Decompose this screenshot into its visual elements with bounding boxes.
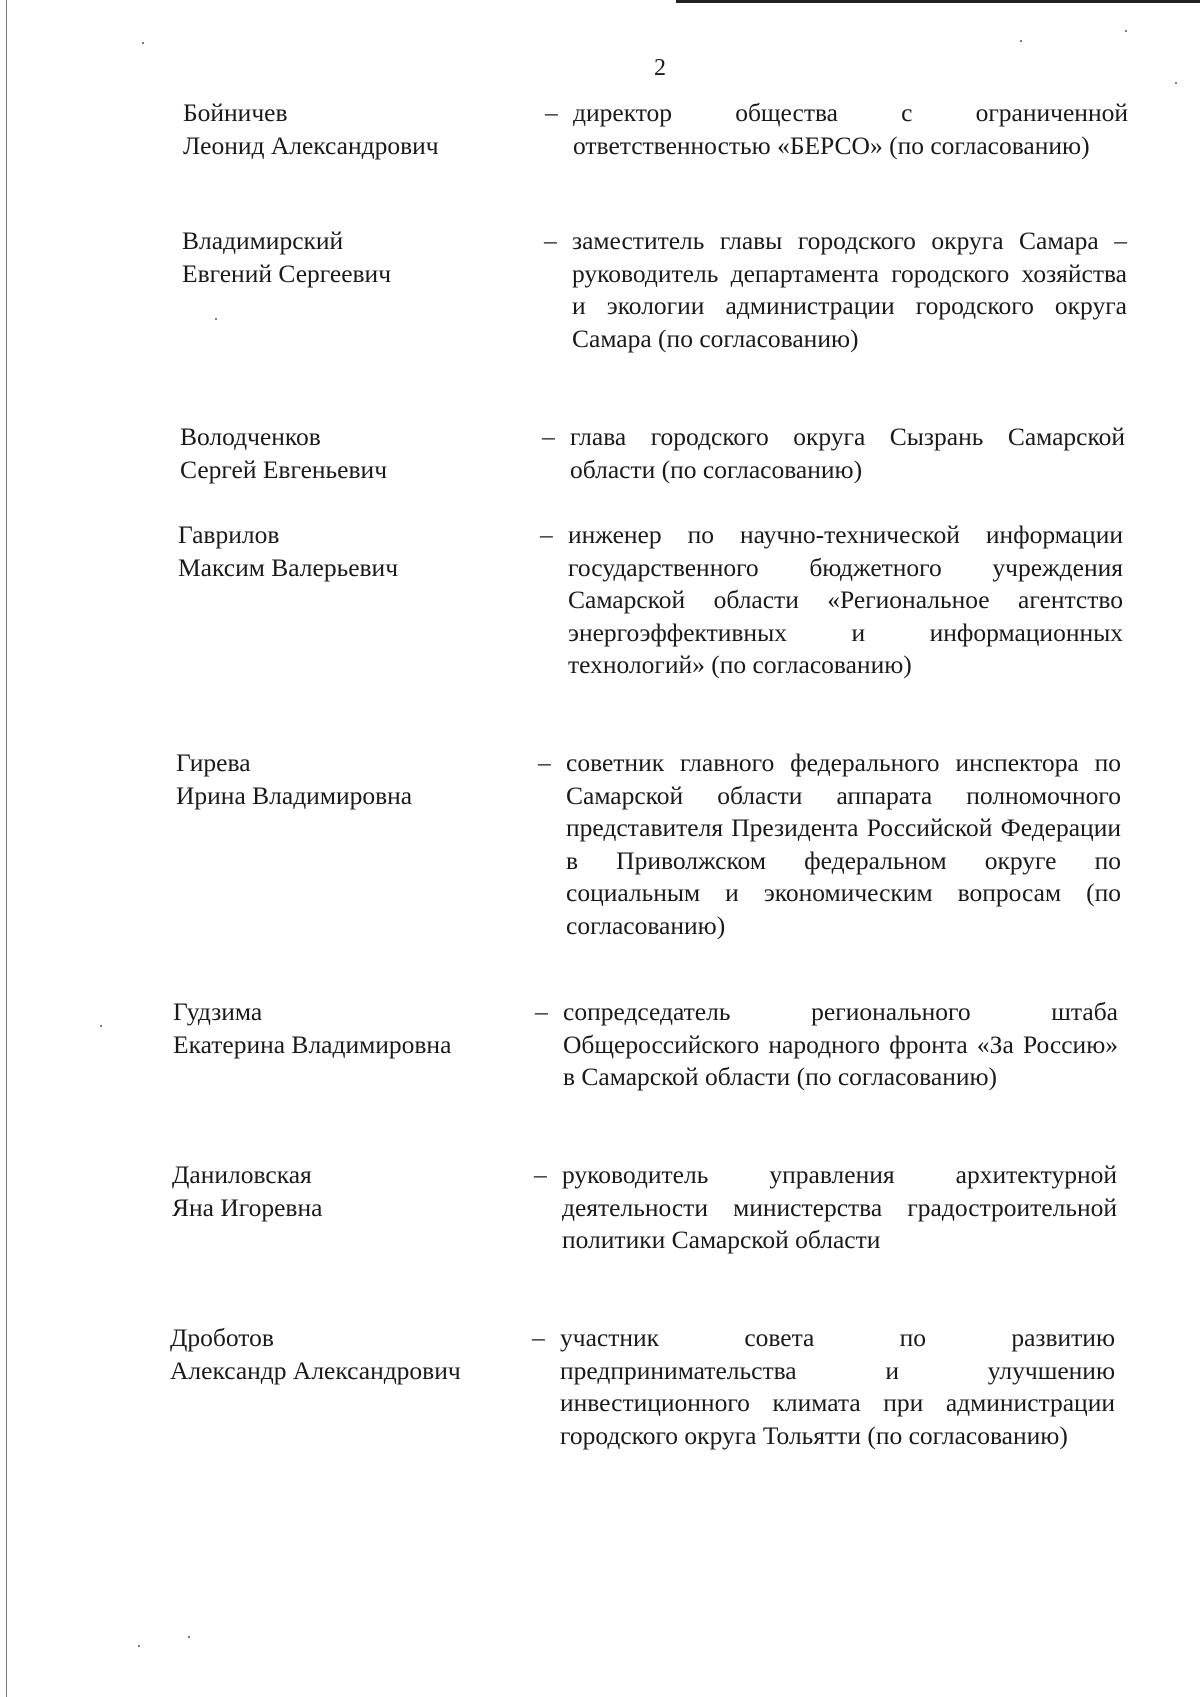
- scan-speck: [138, 1645, 140, 1647]
- member-surname: Дроботов: [170, 1323, 274, 1352]
- member-name: [182, 225, 542, 290]
- entry-dash: –: [544, 226, 557, 255]
- member-given-names: Сергей Евгеньевич: [180, 454, 388, 484]
- page-number: 2: [654, 55, 666, 81]
- member-surname: Гирева: [176, 748, 251, 777]
- entry-dash: –: [534, 1160, 547, 1189]
- member-given-names: Максим Валерьевич: [178, 552, 399, 582]
- scan-speck: [1125, 30, 1127, 32]
- member-name: [170, 1322, 530, 1387]
- member-given-names: Александр Александрович: [170, 1355, 461, 1385]
- member-position: сопредседатель регионального штаба Общероссийского народного фронта «За Россию» в Самарской области (по согласованию): [563, 997, 1118, 1091]
- member-given-names: Ирина Владимировна: [176, 780, 413, 810]
- member-name: [173, 996, 533, 1061]
- member-surname: Владимирский: [182, 226, 344, 255]
- entry-dash: –: [545, 98, 558, 127]
- entry-dash: –: [538, 748, 551, 777]
- scan-speck: [188, 1636, 190, 1638]
- member-name: [178, 519, 538, 584]
- member-position: инженер по научно-технической информации государственного бюджетного учреждения Самарской области «Региональное агентство энергоэффективных и информационных технологий» (по согласованию): [568, 520, 1123, 679]
- member-surname: Гудзима: [173, 997, 263, 1026]
- member-position: участник совета по развитию предпринимательства и улучшению инвестиционного климата при администрации городского округа Тольятти (по согласованию): [560, 1323, 1115, 1450]
- member-position: советник главного федерального инспектора по Самарской области аппарата полномочного представителя Президента Российской Федерации в Приволжском федеральном округе по социальным и экономическим вопросам (по согласованию): [566, 748, 1121, 940]
- member-given-names: Леонид Александрович: [183, 130, 439, 160]
- top-border-rule: [676, 0, 1200, 3]
- entry-dash: –: [542, 422, 555, 451]
- member-surname: Володченков: [180, 422, 321, 451]
- member-name: [183, 97, 543, 162]
- member-name: [172, 1159, 532, 1224]
- member-given-names: Яна Игоревна: [172, 1192, 323, 1222]
- scan-speck: [1175, 82, 1177, 84]
- member-name: [180, 421, 540, 486]
- member-position: глава городского округа Сызрань Самарской области (по согласованию): [570, 422, 1125, 484]
- left-page-edge: [6, 0, 7, 1697]
- member-name: [176, 747, 536, 812]
- member-position: руководитель управления архитектурной деятельности министерства градостроительной политики Самарской области: [562, 1160, 1117, 1254]
- member-surname: Гаврилов: [178, 520, 280, 549]
- member-position: директор общества с ограниченной ответственностью «БЕРСО» (по согласованию): [573, 98, 1128, 160]
- member-given-names: Евгений Сергеевич: [182, 258, 392, 288]
- scan-speck: [142, 42, 144, 44]
- scan-speck: [215, 318, 217, 320]
- member-surname: Бойничев: [183, 98, 288, 127]
- scan-speck: [100, 1025, 102, 1027]
- member-surname: Даниловская: [172, 1160, 312, 1189]
- member-position: заместитель главы городского округа Самара – руководитель департамента городского хозяйства и экологии администрации городского округа Самара (по согласованию): [572, 226, 1127, 353]
- entry-dash: –: [532, 1323, 545, 1352]
- member-given-names: Екатерина Владимировна: [173, 1029, 452, 1059]
- entry-dash: –: [535, 997, 548, 1026]
- scan-speck: [1020, 40, 1022, 42]
- entry-dash: –: [540, 520, 553, 549]
